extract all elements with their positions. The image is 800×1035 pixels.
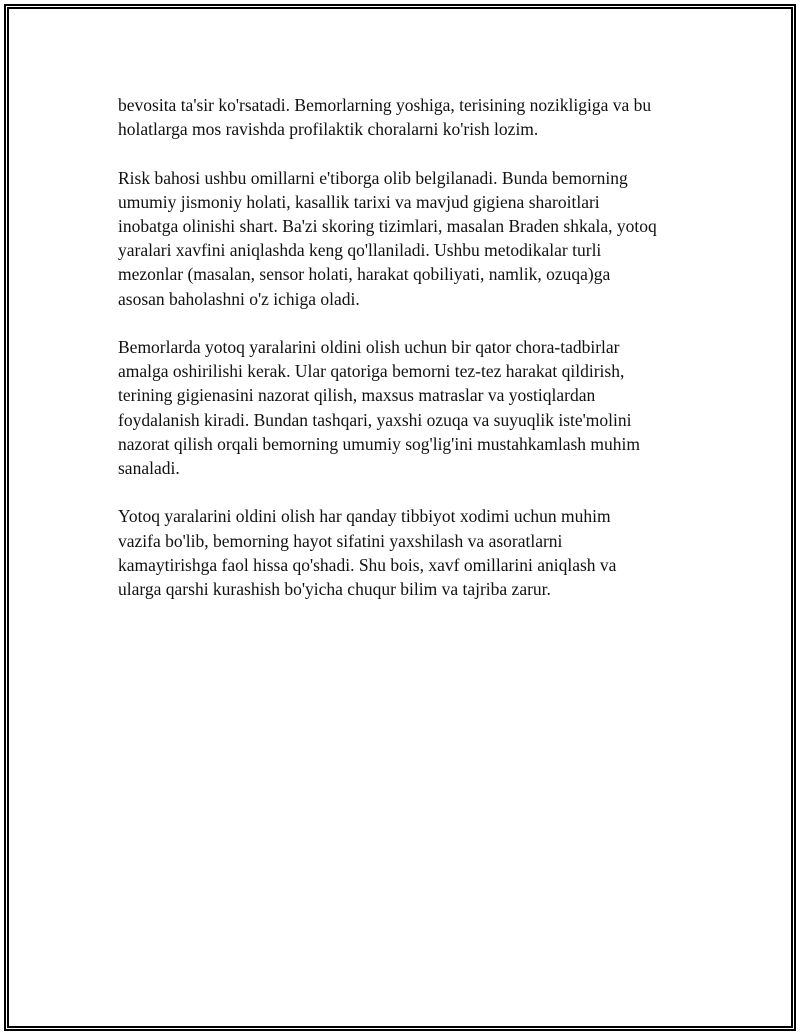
paragraph-1: bevosita ta'sir ko'rsatadi. Bemorlarning yoshiga, terisining nozikligiga va bu holatlarga mos ravishda profilaktik choralarni ko'rish lozim.	[118, 95, 652, 140]
paragraph-4: Yotoq yaralarini oldini olish har qanday tibbiyot xodimi uchun muhim vazifa bo'lib, bemorning hayot sifatini yaxshilash va asoratlarni kamaytirishga faol hissa qo'shadi. Shu bois, xavf omillarini aniqlash va ularga qarshi kurashish bo'yicha chuqur bilim va tajriba zarur.	[118, 506, 617, 600]
paragraph-2: Risk bahosi ushbu omillarni e'tiborga olib belgilanadi. Bunda bemorning umumiy jismoniy holati, kasallik tarixi va mavjud gigiena sharoitlari inobatga olinishi shart. Ba'zi skoring tizimlari, masalan Braden shkala, yotoq yaralari xavfini aniqlashda keng qo'llaniladi. Ushbu metodikalar turli mezonlar (masalan, sensor holati, harakat qobiliyati, namlik, ozuqa)ga asosan baholashni o'z ichiga oladi.	[118, 167, 657, 309]
paragraph-3: Bemorlarda yotoq yaralarini oldini olish uchun bir qator chora-tadbirlar amalga oshirilishi kerak. Ular qatoriga bemorni tez-tez harakat qildirish, terining gigienasini nazorat qilish, maxsus matraslar va yostiqlardan foydalanish kiradi. Bundan tashqari, yaxshi ozuqa va suyuqlik iste'molini nazorat qilish orqali bemorning umumiy sog'lig'ini mustahkamlash muhim sanaladi.	[118, 337, 641, 479]
document-body	[118, 93, 688, 625]
